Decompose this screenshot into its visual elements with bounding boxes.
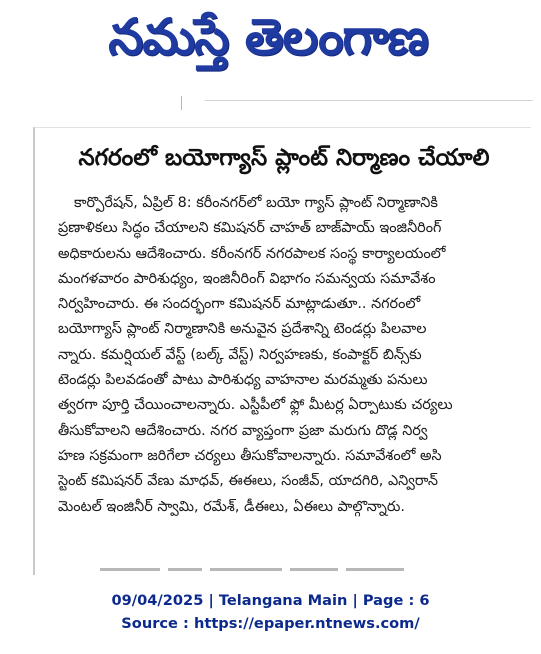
article-line: స్టెంట్ కమిషనర్ వేణు మాధవ్, ఈఈలు, సంజీవ్, యాదగిరి, ఎన్విరాన్	[58, 473, 438, 490]
edition-info: 09/04/2025 | Telangana Main | Page : 6	[111, 592, 430, 609]
cut-off-text-fragment	[100, 568, 470, 574]
article-line: మెంటల్ ఇంజినీర్ స్వామి, రమేశ్, డీఈలు, ఏఈలు పాల్గొన్నారు.	[58, 498, 405, 515]
header-rule	[205, 100, 533, 101]
article-line: అధికారులను ఆదేశించారు. కరీంనగర్ నగరపాలక సంస్థ కార్యాలయంలో	[58, 245, 446, 262]
article-line: బయోగ్యాస్ ప్లాంట్ నిర్మాణానికి అనువైన ప్రదేశాన్ని టెండర్లు పిలవాల	[58, 321, 427, 338]
column-divider	[181, 96, 182, 110]
article-line: న్నారు. కమర్షియల్ వేస్ట్ (బల్క్ వేస్ట్) నిర్వహణకు, కంపాక్టర్ బిన్స్‌కు	[58, 346, 422, 363]
source-link[interactable]: Source : https://epaper.ntnews.com/	[121, 615, 420, 632]
article-line: తీసుకోవాలని ఆదేశించారు. నగర వ్యాప్తంగా ప్రజా మరుగు దొడ్ల నిర్వ	[58, 422, 428, 439]
article-line: మంగళవారం పారిశుధ్యం, ఇంజినీరింగ్ విభాగం సమన్వయ సమావేశం	[58, 270, 436, 287]
article-headline: నగరంలో బయోగ్యాస్ ప్లాంట్ నిర్మాణం చేయాలి	[78, 145, 490, 171]
newspaper-masthead	[68, 2, 468, 72]
article-body	[58, 191, 522, 520]
article-line: త్వరగా పూర్తి చేయించాలన్నారు. ఎస్టీపీలో ఫ్లో మీటర్ల ఏర్పాటుకు చర్యలు	[58, 397, 453, 414]
article-line: ప్రణాళికలు సిద్ధం చేయాలని కమిషనర్ చాహత్ బాజ్‌పాయ్ ఇంజినీరింగ్	[58, 220, 442, 237]
article-line: నిర్వహించారు. ఈ సందర్భంగా కమిషనర్ మాట్లాడుతూ.. నగరంలో	[58, 296, 421, 313]
article-line: హణ సక్రమంగా జరిగేలా చర్యలు తీసుకోవాలన్నారు. సమావేశంలో అసి	[58, 447, 442, 464]
article-line: టెండర్లు పిలవడంతో పాటు పారిశుధ్య వాహనాల మరమ్మతు పనులు	[58, 372, 428, 389]
masthead-title: నమస్తే తెలంగాణ	[108, 8, 428, 66]
article-line: కార్పొరేషన్, ఏప్రిల్ 8: కరీంనగర్‌లో బయో గ్యాస్ ప్లాంట్ నిర్మాణానికి	[74, 195, 438, 211]
